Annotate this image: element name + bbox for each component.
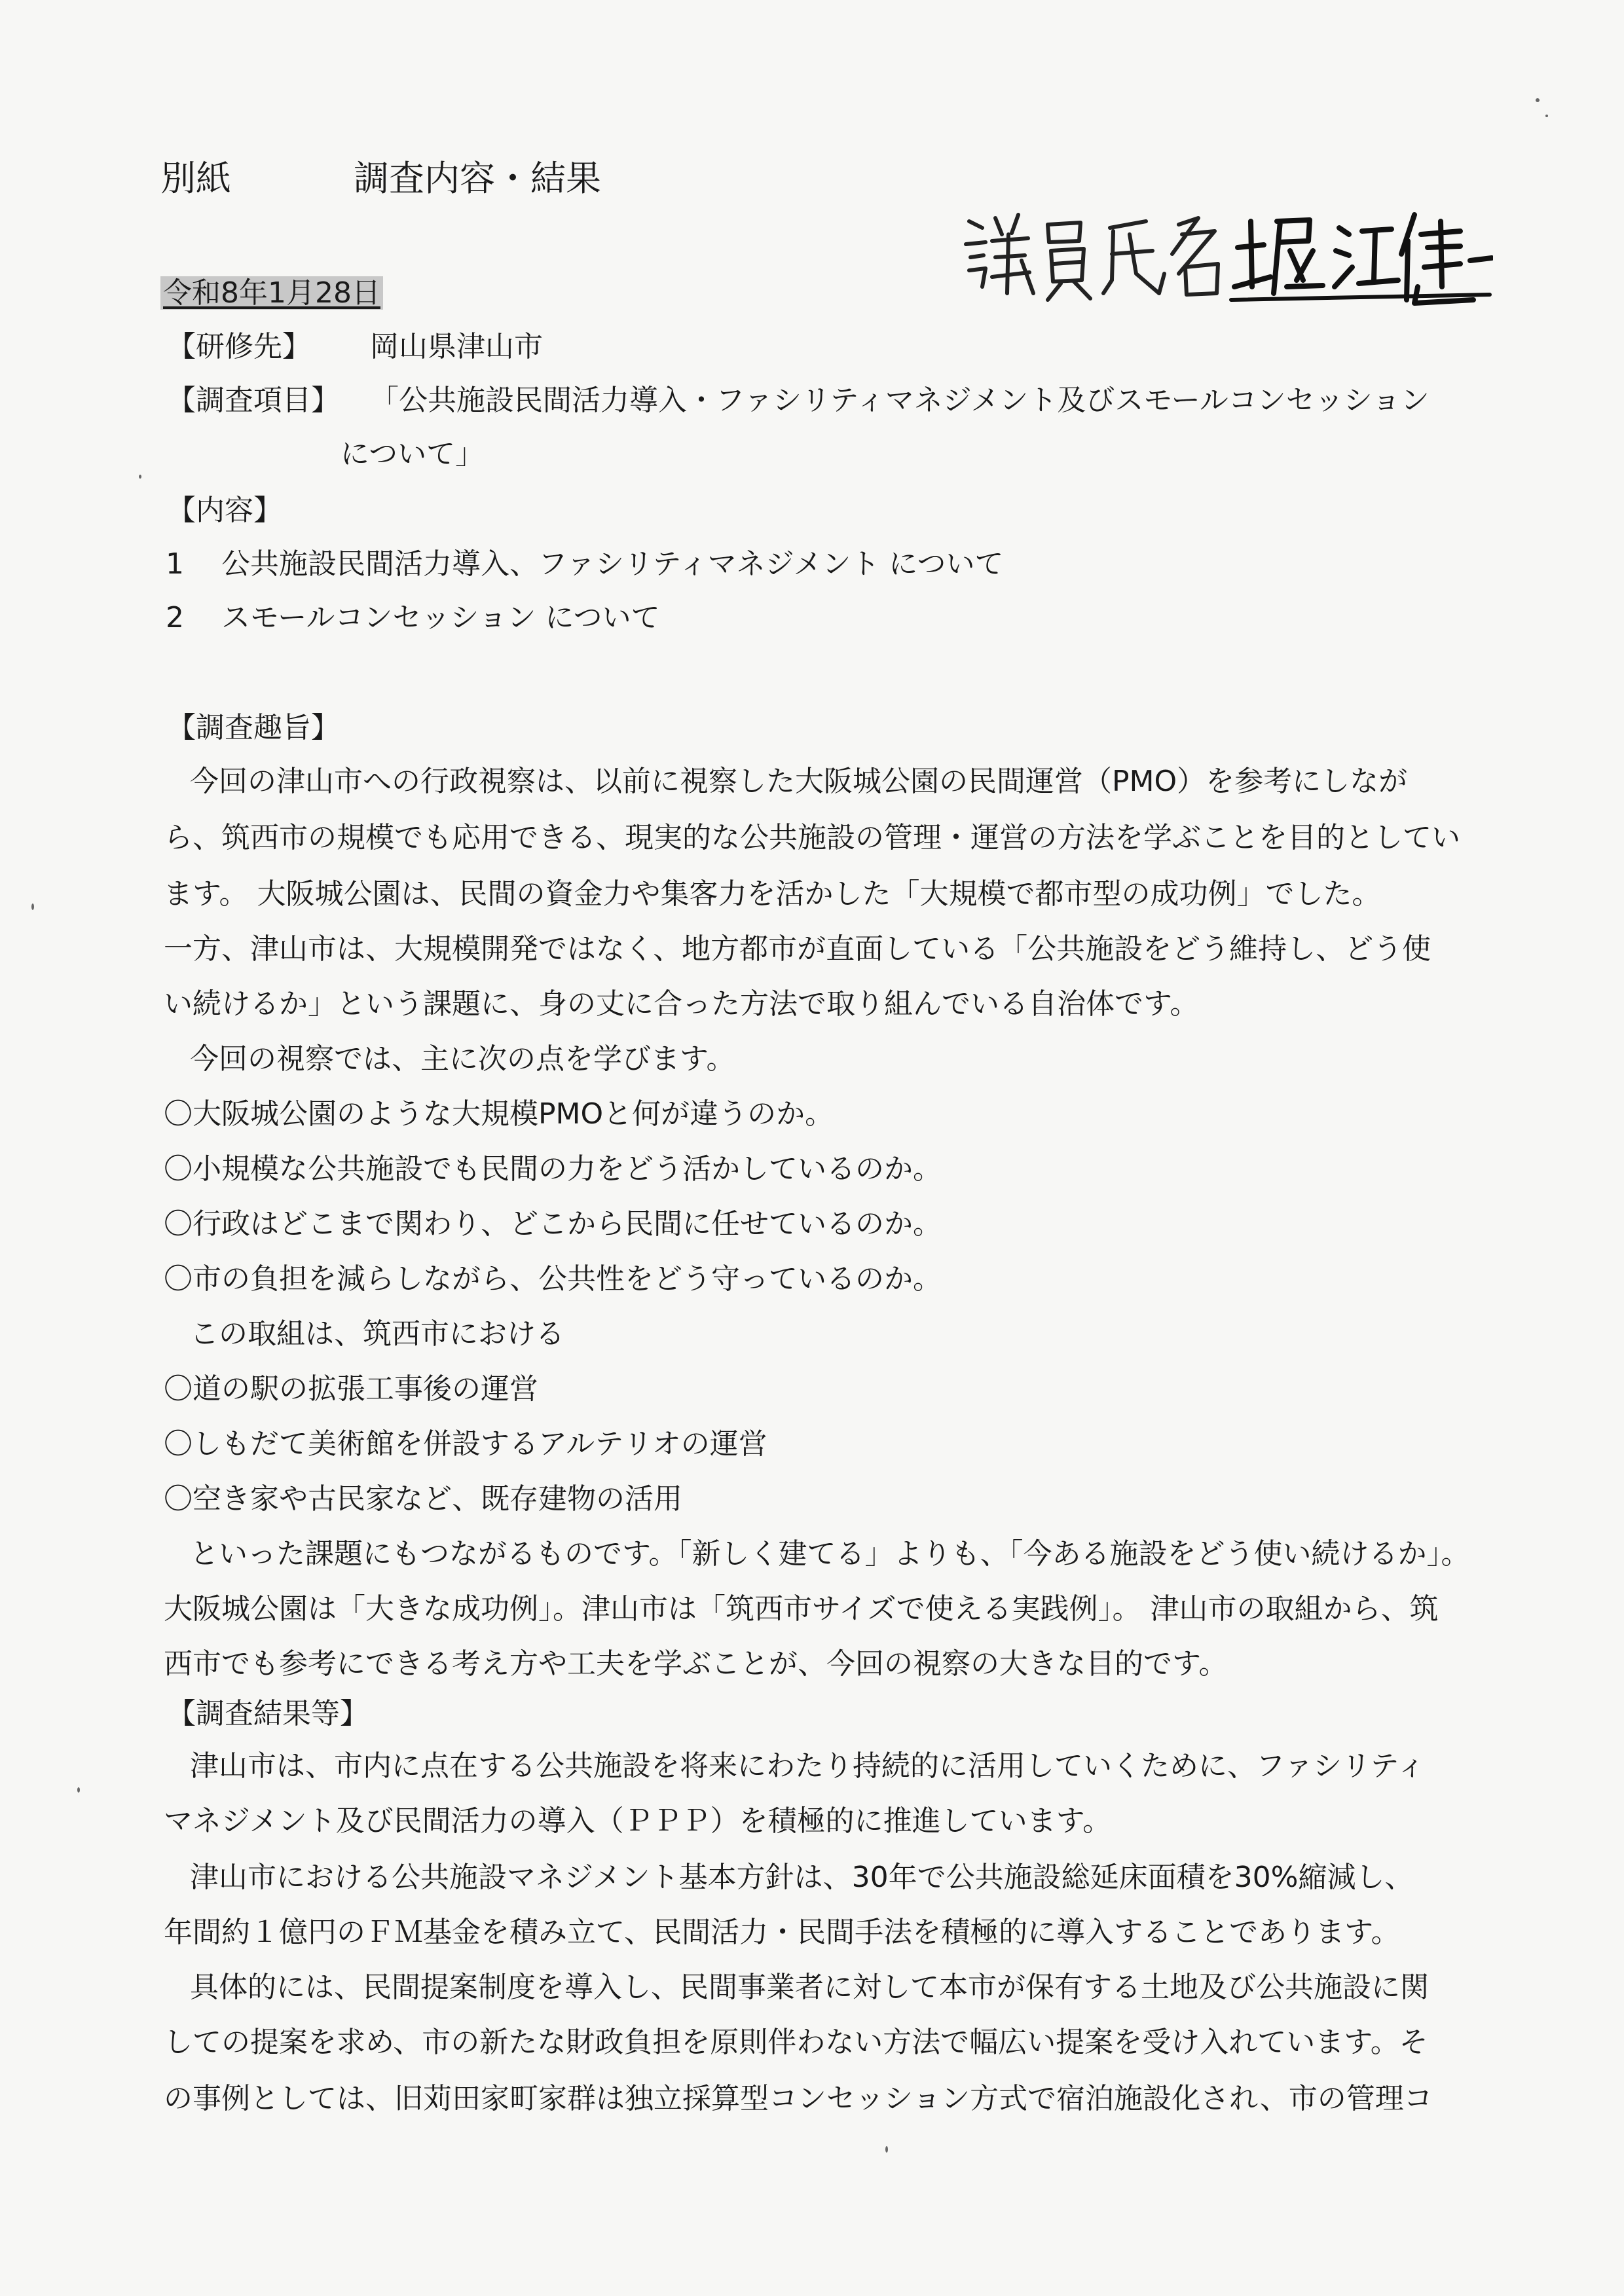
results-line: 津山市における公共施設マネジメント基本方針は、30年で公共施設総延床面積を30%縮減し、 xyxy=(190,1861,1414,1894)
results-line: 年間約１億円のＦＭ基金を積み立て、民間活力・民間手法を積極的に導入することであります。 xyxy=(164,1916,1400,1949)
scan-speck xyxy=(139,475,141,479)
purpose-line: ら、筑西市の規模でも応用できる、現実的な公共施設の管理・運営の方法を学ぶことを目的としてい xyxy=(164,821,1460,854)
visit-date xyxy=(160,274,383,313)
topic-line-1: 「公共施設民間活力導入・ファシリティマネジメント及びスモールコンセッション xyxy=(370,384,1430,417)
purpose-line: 今回の視察では、主に次の点を学びます。 xyxy=(190,1042,735,1076)
contents-item-1-text: 公共施設民間活力導入、ファシリティマネジメント について xyxy=(221,547,1004,581)
purpose-label: 【調査趣旨】 xyxy=(167,711,340,744)
contents-item-1-num: 1 xyxy=(166,547,184,581)
scan-speck xyxy=(885,2146,888,2153)
purpose-line: ます。 大阪城公園は、民間の資金力や集客力を活かした「大規模で都市型の成功例」でした。 xyxy=(164,877,1381,911)
topic-label: 【調査項目】 xyxy=(167,384,340,417)
results-line: 具体的には、民間提案制度を導入し、民間事業者に対して本市が保有する土地及び公共施設に関 xyxy=(190,1971,1429,2004)
purpose-line: い続けるか」という課題に、身の丈に合った方法で取り組んでいる自治体です。 xyxy=(164,987,1199,1021)
purpose-bullet: 〇大阪城公園のような大規模PMOと何が違うのか。 xyxy=(164,1097,834,1131)
document-title: 調査内容・結果 xyxy=(354,158,601,199)
attachment-label: 別紙 xyxy=(160,158,231,199)
contents-label: 【内容】 xyxy=(167,494,282,527)
results-label: 【調査結果等】 xyxy=(167,1697,369,1730)
purpose-bullet: 〇空き家や古民家など、既存建物の活用 xyxy=(164,1482,682,1516)
results-line: しての提案を求め、市の新たな財政負担を原則伴わない方法で幅広い提案を受け入れています。そ xyxy=(164,2026,1428,2059)
destination-value: 岡山県津山市 xyxy=(370,330,543,363)
purpose-line: この取組は、筑西市における xyxy=(190,1317,564,1351)
contents-item-2-num: 2 xyxy=(166,601,184,634)
scan-speck xyxy=(1536,98,1540,102)
destination-label: 【研修先】 xyxy=(167,330,311,363)
purpose-line: 西市でも参考にできる考え方や工夫を学ぶことが、今回の視察の大きな目的です。 xyxy=(164,1647,1228,1681)
topic-line-2: について」 xyxy=(341,437,485,471)
results-line: マネジメント及び民間活力の導入（ＰＰＰ）を積極的に推進しています。 xyxy=(164,1804,1112,1838)
purpose-bullet: 〇しもだて美術館を併設するアルテリオの運営 xyxy=(164,1427,767,1461)
handwritten-signature xyxy=(956,195,1493,313)
scan-speck xyxy=(31,903,34,910)
signature-strokes xyxy=(956,195,1493,313)
contents-item-2-text: スモールコンセッション について xyxy=(221,601,660,634)
purpose-bullet: 〇道の駅の拡張工事後の運営 xyxy=(164,1372,538,1406)
purpose-line: 大阪城公園は「大きな成功例」。津山市は「筑西市サイズで使える実践例」。 津山市の取組から、筑 xyxy=(164,1592,1439,1626)
results-line: 津山市は、市内に点在する公共施設を将来にわたり持続的に活用していくために、ファシリティ xyxy=(190,1749,1426,1783)
purpose-line: 一方、津山市は、大規模開発ではなく、地方都市が直面している「公共施設をどう維持し、どう使 xyxy=(164,932,1431,966)
scan-speck xyxy=(1545,115,1548,117)
results-line: の事例としては、旧苅田家町家群は独立採算型コンセッション方式で宿泊施設化され、市の管理コ xyxy=(164,2082,1433,2115)
purpose-bullet: 〇市の負担を減らしながら、公共性をどう守っているのか。 xyxy=(164,1262,942,1296)
purpose-bullet: 〇行政はどこまで関わり、どこから民間に任せているのか。 xyxy=(164,1207,942,1241)
purpose-line: 今回の津山市への行政視察は、以前に視察した大阪城公園の民間運営（PMO）を参考にしなが xyxy=(190,765,1408,798)
date-text: 令和8年1月28日 xyxy=(160,276,383,310)
purpose-bullet: 〇小規模な公共施設でも民間の力をどう活かしているのか。 xyxy=(164,1152,942,1186)
scan-speck xyxy=(77,1787,80,1793)
purpose-line: といった課題にもつながるものです。「新しく建てる」よりも、「今ある施設をどう使い続けるか」。 xyxy=(190,1537,1470,1571)
